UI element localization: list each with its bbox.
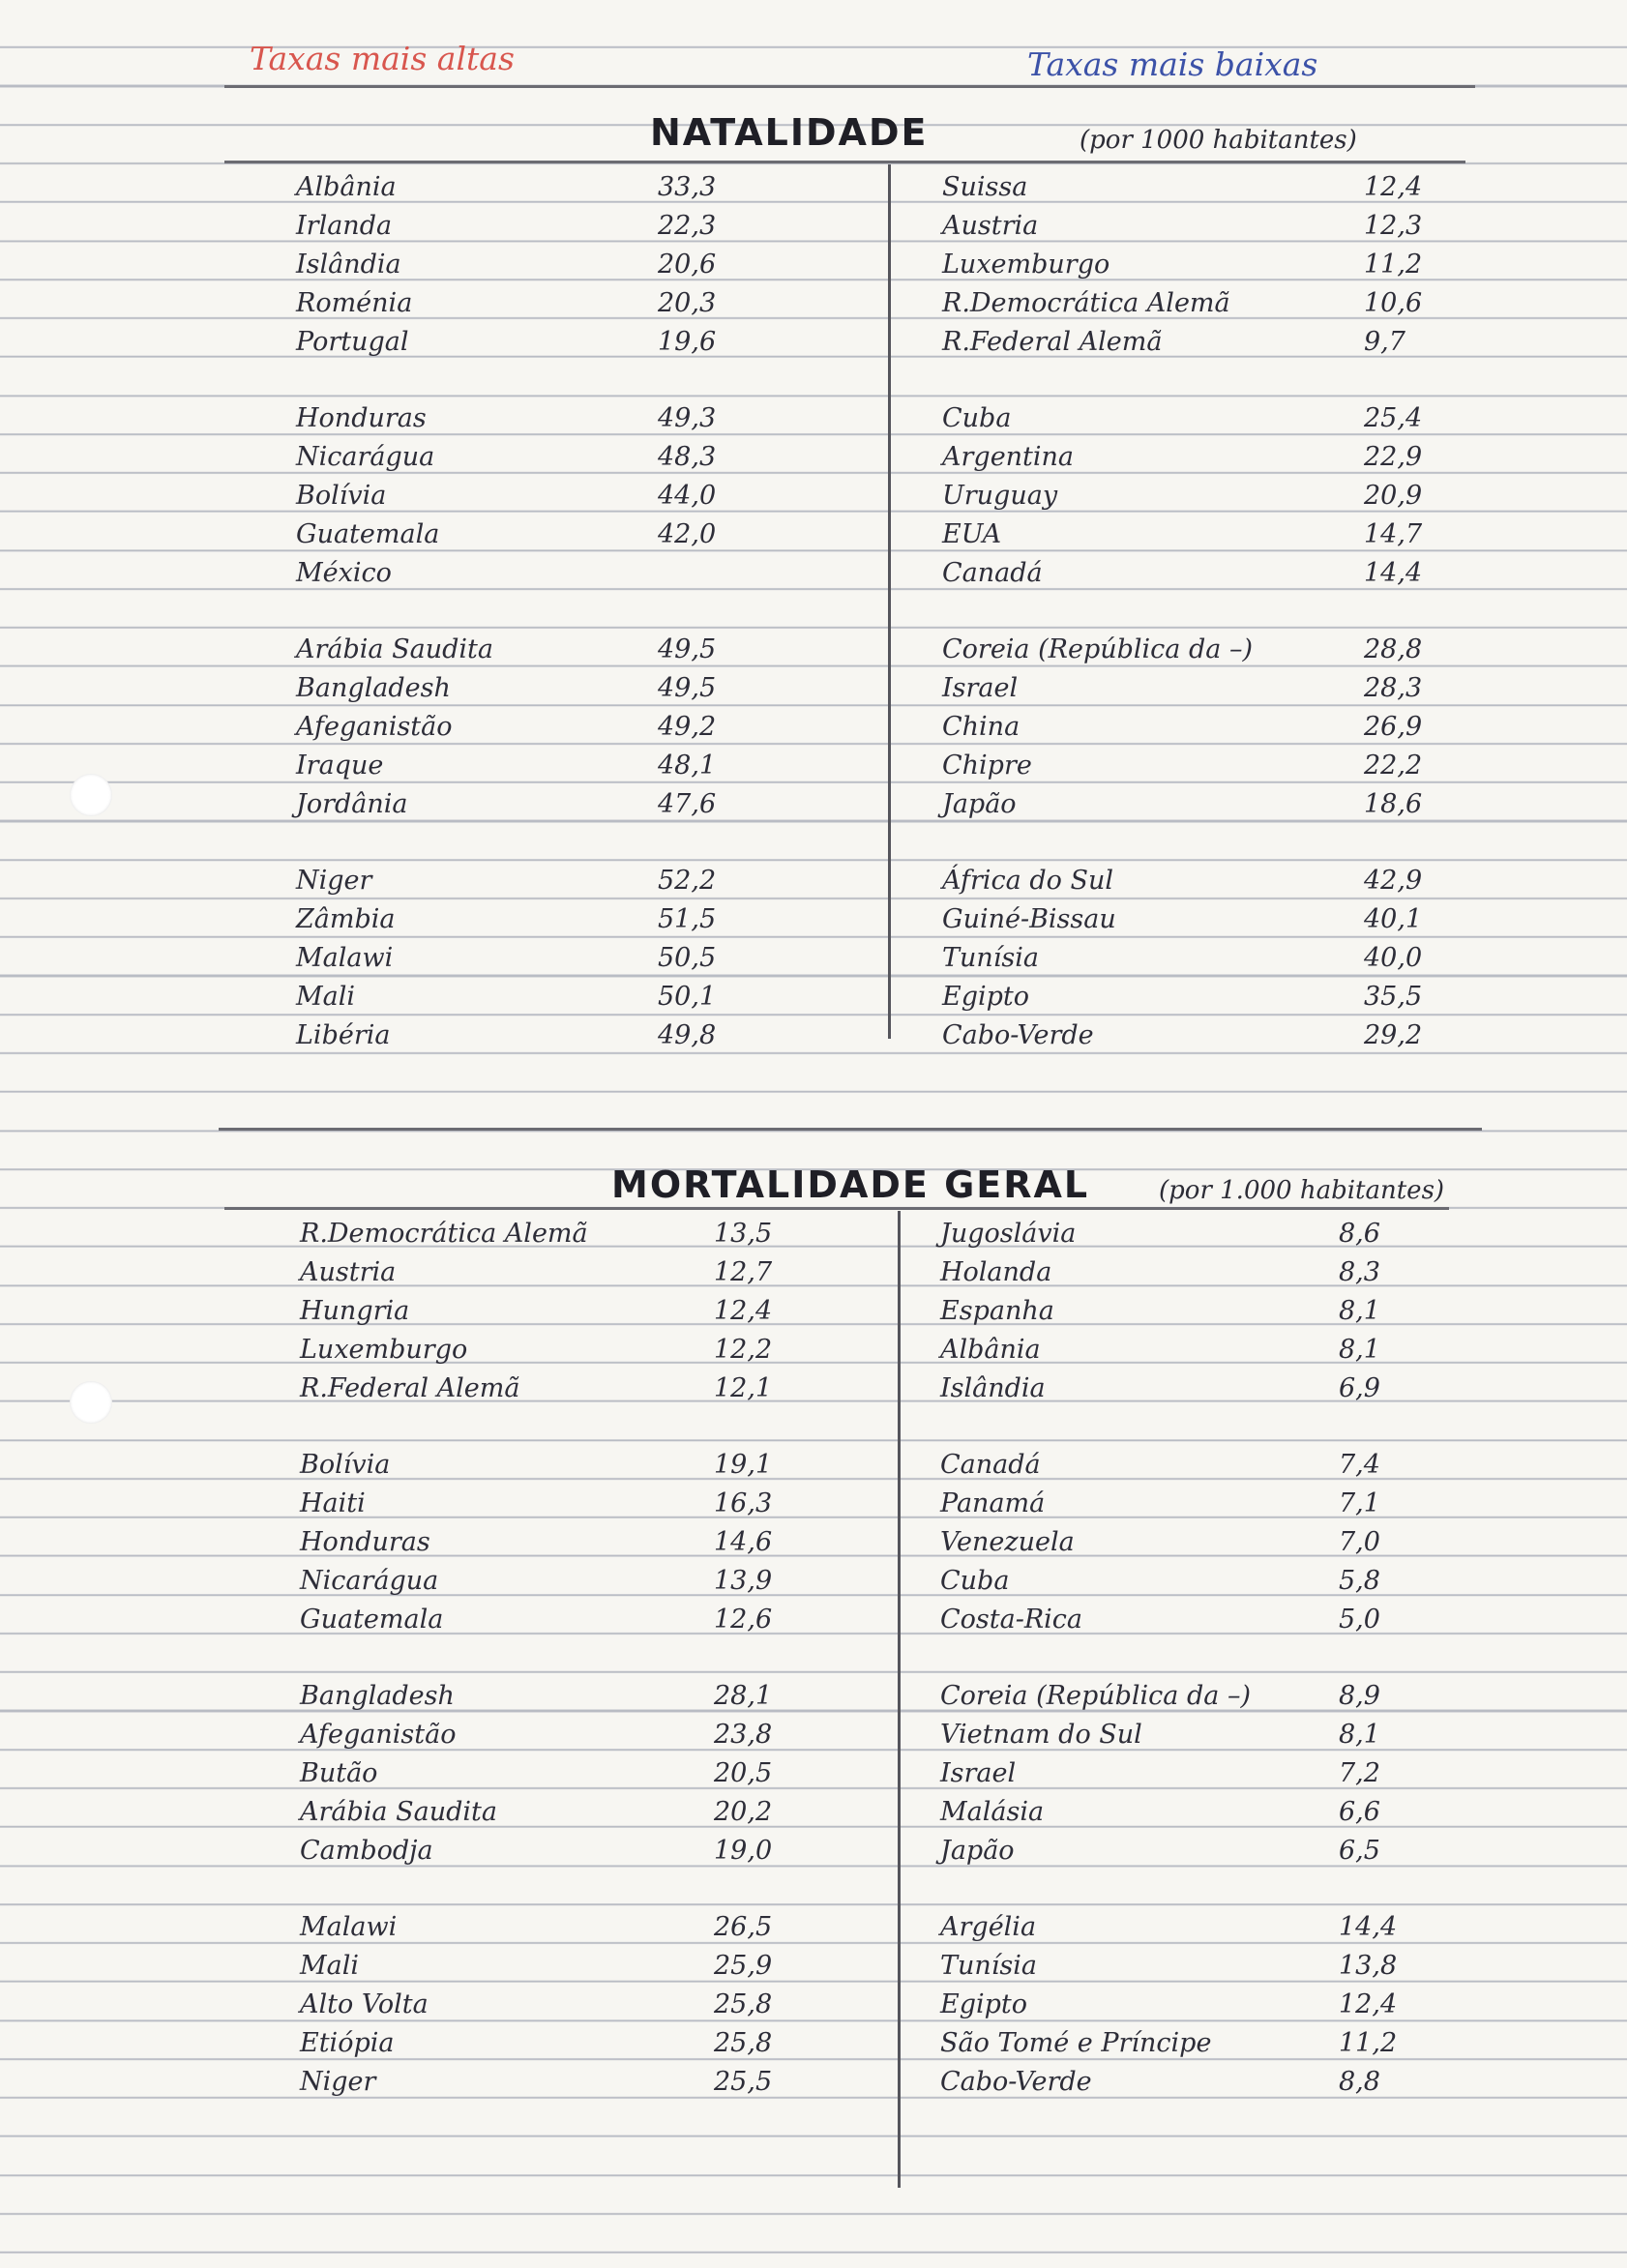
natalidade-left-rate: 48,3 <box>658 442 717 472</box>
mortalidade-left-rate: 14,6 <box>714 1527 773 1557</box>
mortalidade-right-country: Israel <box>940 1758 1017 1788</box>
mortalidade-right-country: Japão <box>940 1836 1015 1866</box>
natalidade-right-rate: 14,7 <box>1364 519 1423 549</box>
natalidade-left-country: Malawi <box>296 943 394 973</box>
mortalidade-right-rate: 8,1 <box>1339 1335 1380 1365</box>
natalidade-left-country: Bolívia <box>296 481 387 511</box>
natalidade-right-country: África do Sul <box>942 866 1114 896</box>
mortalidade-left-rate: 12,2 <box>714 1335 773 1365</box>
natalidade-right-country: Suissa <box>942 172 1028 202</box>
natalidade-left-rate: 19,6 <box>658 327 717 357</box>
mortalidade-right-rate: 8,6 <box>1339 1219 1380 1249</box>
mortalidade-left-country: R.Democrática Alemã <box>300 1219 588 1249</box>
mortalidade-left-country: Afeganistão <box>300 1720 457 1750</box>
mortalidade-left-rate: 12,7 <box>714 1257 773 1287</box>
natalidade-right-country: Japão <box>942 789 1017 819</box>
mortalidade-left-country: Nicarágua <box>300 1566 439 1596</box>
mortalidade-left-country: Butão <box>300 1758 378 1788</box>
natalidade-left-rate: 20,3 <box>658 288 717 318</box>
natalidade-right-country: China <box>942 712 1021 742</box>
mortalidade-left-country: Guatemala <box>300 1605 444 1635</box>
natalidade-right-country: Cuba <box>942 403 1012 433</box>
mortalidade-left-rate: 19,1 <box>714 1450 773 1480</box>
mortalidade-right-rate: 8,1 <box>1339 1720 1380 1750</box>
section-separator <box>219 1128 1482 1131</box>
natalidade-left-rate: 51,5 <box>658 904 717 934</box>
mortalidade-left-country: Malawi <box>300 1912 398 1942</box>
natalidade-right-country: Tunísia <box>942 943 1040 973</box>
mortalidade-left-country: Alto Volta <box>300 1989 429 2019</box>
mortalidade-right-rate: 7,0 <box>1339 1527 1380 1557</box>
natalidade-left-rate: 50,5 <box>658 943 717 973</box>
natalidade-right-rate: 22,9 <box>1364 442 1423 472</box>
natalidade-left-rate: 49,3 <box>658 403 717 433</box>
binder-hole <box>70 774 112 816</box>
natalidade-right-rate: 42,9 <box>1364 866 1423 896</box>
natalidade-left-country: Guatemala <box>296 519 440 549</box>
natalidade-left-country: Bangladesh <box>296 673 451 703</box>
natalidade-left-country: Irlanda <box>296 211 393 241</box>
natalidade-right-rate: 29,2 <box>1364 1020 1423 1050</box>
natalidade-right-country: Canadá <box>942 558 1043 588</box>
mortalidade-left-rate: 28,1 <box>714 1681 773 1711</box>
mortalidade-right-rate: 7,2 <box>1339 1758 1380 1788</box>
mortalidade-right-country: Tunísia <box>940 1951 1038 1981</box>
mortalidade-left-rate: 12,1 <box>714 1373 773 1403</box>
mortalidade-right-rate: 8,9 <box>1339 1681 1380 1711</box>
mortalidade-right-rate: 8,3 <box>1339 1257 1380 1287</box>
mortalidade-left-rate: 19,0 <box>714 1836 773 1866</box>
natalidade-title: NATALIDADE <box>650 111 929 154</box>
mortalidade-left-country: Bolívia <box>300 1450 391 1480</box>
mortalidade-right-rate: 6,5 <box>1339 1836 1380 1866</box>
natalidade-right-country: Austria <box>942 211 1039 241</box>
mortalidade-right-country: Espanha <box>940 1296 1054 1326</box>
binder-hole <box>70 1381 112 1424</box>
natalidade-right-country: Uruguay <box>942 481 1058 511</box>
natalidade-left-rate: 33,3 <box>658 172 717 202</box>
mortalidade-right-country: Malásia <box>940 1797 1045 1827</box>
mortalidade-right-country: Coreia (República da –) <box>940 1681 1251 1711</box>
mortalidade-right-rate: 7,4 <box>1339 1450 1380 1480</box>
natalidade-underline <box>224 161 1465 163</box>
natalidade-left-rate: 49,5 <box>658 634 717 664</box>
mortalidade-left-rate: 25,8 <box>714 2028 773 2058</box>
mortalidade-right-country: Albânia <box>940 1335 1041 1365</box>
mortalidade-left-country: R.Federal Alemã <box>300 1373 520 1403</box>
mortalidade-left-rate: 25,9 <box>714 1951 773 1981</box>
mortalidade-left-rate: 25,5 <box>714 2067 773 2097</box>
mortalidade-right-rate: 6,6 <box>1339 1797 1380 1827</box>
natalidade-left-rate: 20,6 <box>658 250 717 280</box>
mortalidade-right-country: Egipto <box>940 1989 1028 2019</box>
natalidade-left-rate: 52,2 <box>658 866 717 896</box>
natalidade-right-country: Luxemburgo <box>942 250 1110 280</box>
mortalidade-right-country: Venezuela <box>940 1527 1075 1557</box>
natalidade-left-country: Portugal <box>296 327 409 357</box>
mortalidade-left-country: Niger <box>300 2067 376 2097</box>
mortalidade-right-country: Costa-Rica <box>940 1605 1083 1635</box>
natalidade-left-country: Mali <box>296 982 356 1012</box>
mortalidade-left-country: Luxemburgo <box>300 1335 468 1365</box>
header-highest-rates: Taxas mais altas <box>250 40 515 77</box>
mortalidade-right-country: Holanda <box>940 1257 1052 1287</box>
header-underline <box>224 85 1475 88</box>
natalidade-right-rate: 12,4 <box>1364 172 1423 202</box>
natalidade-left-country: Iraque <box>296 751 384 781</box>
mortalidade-right-rate: 13,8 <box>1339 1951 1398 1981</box>
natalidade-column-divider <box>888 164 891 1039</box>
natalidade-right-rate: 9,7 <box>1364 327 1405 357</box>
natalidade-right-rate: 28,3 <box>1364 673 1423 703</box>
natalidade-left-country: Libéria <box>296 1020 391 1050</box>
mortalidade-right-rate: 14,4 <box>1339 1912 1398 1942</box>
mortalidade-left-rate: 13,9 <box>714 1566 773 1596</box>
natalidade-left-country: Jordânia <box>296 789 408 819</box>
mortalidade-right-country: Jugoslávia <box>940 1219 1077 1249</box>
mortalidade-left-rate: 12,6 <box>714 1605 773 1635</box>
mortalidade-right-country: Canadá <box>940 1450 1041 1480</box>
mortalidade-right-country: São Tomé e Príncipe <box>940 2028 1212 2058</box>
mortalidade-right-country: Cabo-Verde <box>940 2067 1092 2097</box>
natalidade-left-rate: 44,0 <box>658 481 717 511</box>
mortalidade-right-rate: 7,1 <box>1339 1488 1380 1518</box>
mortalidade-right-rate: 8,8 <box>1339 2067 1380 2097</box>
natalidade-right-rate: 35,5 <box>1364 982 1423 1012</box>
mortalidade-left-rate: 20,5 <box>714 1758 773 1788</box>
natalidade-left-country: Afeganistão <box>296 712 453 742</box>
natalidade-left-rate: 22,3 <box>658 211 717 241</box>
natalidade-right-rate: 18,6 <box>1364 789 1423 819</box>
mortalidade-left-rate: 26,5 <box>714 1912 773 1942</box>
natalidade-right-rate: 22,2 <box>1364 751 1423 781</box>
mortalidade-right-rate: 8,1 <box>1339 1296 1380 1326</box>
natalidade-right-country: EUA <box>942 519 1002 549</box>
mortalidade-left-rate: 12,4 <box>714 1296 773 1326</box>
natalidade-left-rate: 49,5 <box>658 673 717 703</box>
mortalidade-left-rate: 20,2 <box>714 1797 773 1827</box>
header-lowest-rates: Taxas mais baixas <box>1027 45 1318 83</box>
natalidade-left-country: Roménia <box>296 288 413 318</box>
mortalidade-right-rate: 5,0 <box>1339 1605 1380 1635</box>
natalidade-left-rate: 49,2 <box>658 712 717 742</box>
natalidade-right-rate: 20,9 <box>1364 481 1423 511</box>
mortalidade-left-country: Mali <box>300 1951 360 1981</box>
natalidade-right-rate: 28,8 <box>1364 634 1423 664</box>
mortalidade-right-rate: 12,4 <box>1339 1989 1398 2019</box>
natalidade-right-country: Cabo-Verde <box>942 1020 1094 1050</box>
mortalidade-left-rate: 16,3 <box>714 1488 773 1518</box>
mortalidade-title: MORTALIDADE GERAL <box>611 1163 1090 1206</box>
natalidade-left-country: México <box>296 558 392 588</box>
mortalidade-left-country: Haiti <box>300 1488 366 1518</box>
mortalidade-right-rate: 6,9 <box>1339 1373 1380 1403</box>
mortalidade-left-country: Cambodja <box>300 1836 433 1866</box>
natalidade-right-country: R.Federal Alemã <box>942 327 1163 357</box>
natalidade-left-rate: 48,1 <box>658 751 717 781</box>
mortalidade-left-country: Austria <box>300 1257 397 1287</box>
natalidade-right-country: Chipre <box>942 751 1032 781</box>
mortalidade-left-rate: 23,8 <box>714 1720 773 1750</box>
natalidade-right-rate: 14,4 <box>1364 558 1423 588</box>
natalidade-right-country: Egipto <box>942 982 1030 1012</box>
mortalidade-right-country: Islândia <box>940 1373 1046 1403</box>
mortalidade-unit: (por 1.000 habitantes) <box>1159 1176 1445 1205</box>
natalidade-left-country: Honduras <box>296 403 427 433</box>
natalidade-right-country: Coreia (República da –) <box>942 634 1253 664</box>
mortalidade-left-country: Hungria <box>300 1296 410 1326</box>
mortalidade-left-country: Bangladesh <box>300 1681 455 1711</box>
mortalidade-right-rate: 5,8 <box>1339 1566 1380 1596</box>
mortalidade-underline <box>224 1207 1449 1210</box>
mortalidade-left-rate: 25,8 <box>714 1989 773 2019</box>
natalidade-left-rate: 42,0 <box>658 519 717 549</box>
natalidade-right-rate: 40,1 <box>1364 904 1423 934</box>
natalidade-left-country: Islândia <box>296 250 401 280</box>
mortalidade-right-country: Vietnam do Sul <box>940 1720 1142 1750</box>
natalidade-left-country: Nicarágua <box>296 442 435 472</box>
natalidade-right-country: Israel <box>942 673 1019 703</box>
mortalidade-right-country: Cuba <box>940 1566 1010 1596</box>
mortalidade-column-divider <box>898 1211 901 2188</box>
mortalidade-left-country: Honduras <box>300 1527 430 1557</box>
natalidade-right-rate: 12,3 <box>1364 211 1423 241</box>
mortalidade-right-rate: 11,2 <box>1339 2028 1398 2058</box>
natalidade-left-country: Zâmbia <box>296 904 396 934</box>
natalidade-right-rate: 11,2 <box>1364 250 1423 280</box>
natalidade-right-rate: 40,0 <box>1364 943 1423 973</box>
mortalidade-left-rate: 13,5 <box>714 1219 773 1249</box>
natalidade-left-country: Arábia Saudita <box>296 634 493 664</box>
natalidade-right-country: Guiné-Bissau <box>942 904 1116 934</box>
natalidade-right-rate: 10,6 <box>1364 288 1423 318</box>
natalidade-right-rate: 26,9 <box>1364 712 1423 742</box>
natalidade-left-country: Albânia <box>296 172 397 202</box>
mortalidade-left-country: Arábia Saudita <box>300 1797 497 1827</box>
mortalidade-right-country: Panamá <box>940 1488 1046 1518</box>
natalidade-right-rate: 25,4 <box>1364 403 1423 433</box>
natalidade-left-rate: 49,8 <box>658 1020 717 1050</box>
mortalidade-right-country: Argélia <box>940 1912 1037 1942</box>
natalidade-left-country: Niger <box>296 866 372 896</box>
natalidade-right-country: Argentina <box>942 442 1075 472</box>
natalidade-right-country: R.Democrática Alemã <box>942 288 1230 318</box>
natalidade-left-rate: 47,6 <box>658 789 717 819</box>
mortalidade-left-country: Etiópia <box>300 2028 395 2058</box>
natalidade-left-rate: 50,1 <box>658 982 717 1012</box>
natalidade-unit: (por 1000 habitantes) <box>1080 126 1357 155</box>
